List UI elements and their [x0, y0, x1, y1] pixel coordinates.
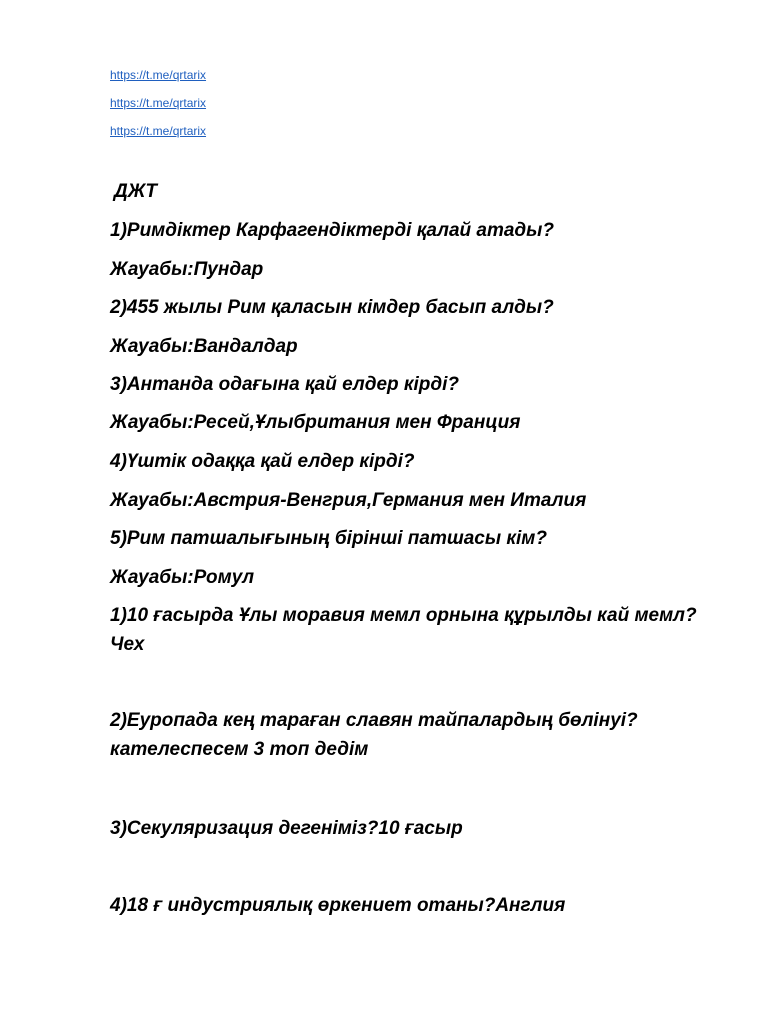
question-2: 2)455 жылы Рим қаласын кімдер басып алды? [110, 297, 554, 318]
telegram-link-2[interactable]: https://t.me/qrtarix [110, 96, 207, 110]
question-4: 4)Үштік одаққа қай елдер кірді? [110, 451, 415, 472]
answer-4: Жауабы:Австрия-Венгрия,Германия мен Италия [110, 490, 587, 511]
telegram-link-1[interactable]: https://t.me/qrtarix [110, 68, 207, 82]
extra-question-1: 1)10 ғасырда Ұлы моравия мемл орнына құрылды кай мемл?Чех [110, 605, 697, 655]
document-heading: ДЖТ [114, 181, 157, 202]
telegram-link-3[interactable]: https://t.me/qrtarix [110, 124, 207, 138]
answer-3: Жауабы:Ресей,Ұлыбритания мен Франция [110, 412, 521, 433]
question-1: 1)Римдіктер Карфагендіктерді қалай атады? [110, 220, 554, 241]
answer-5: Жауабы:Ромул [110, 567, 255, 588]
answer-1: Жауабы:Пундар [110, 259, 264, 280]
question-5: 5)Рим патшалығының бірінші патшасы кім? [110, 528, 547, 549]
answer-2: Жауабы:Вандалдар [110, 336, 298, 357]
extra-question-3: 3)Секуляризация дегеніміз?10 ғасыр [110, 818, 463, 839]
extra-question-4: 4)18 ғ индустриялық өркениет отаны?Англия [110, 895, 566, 916]
extra-question-2: 2)Еуропада кең тараған славян тайпалардың бөлінуі?кателеспесем 3 топ дедім [110, 710, 638, 760]
question-3: 3)Антанда одағына қай елдер кірді? [110, 374, 460, 395]
